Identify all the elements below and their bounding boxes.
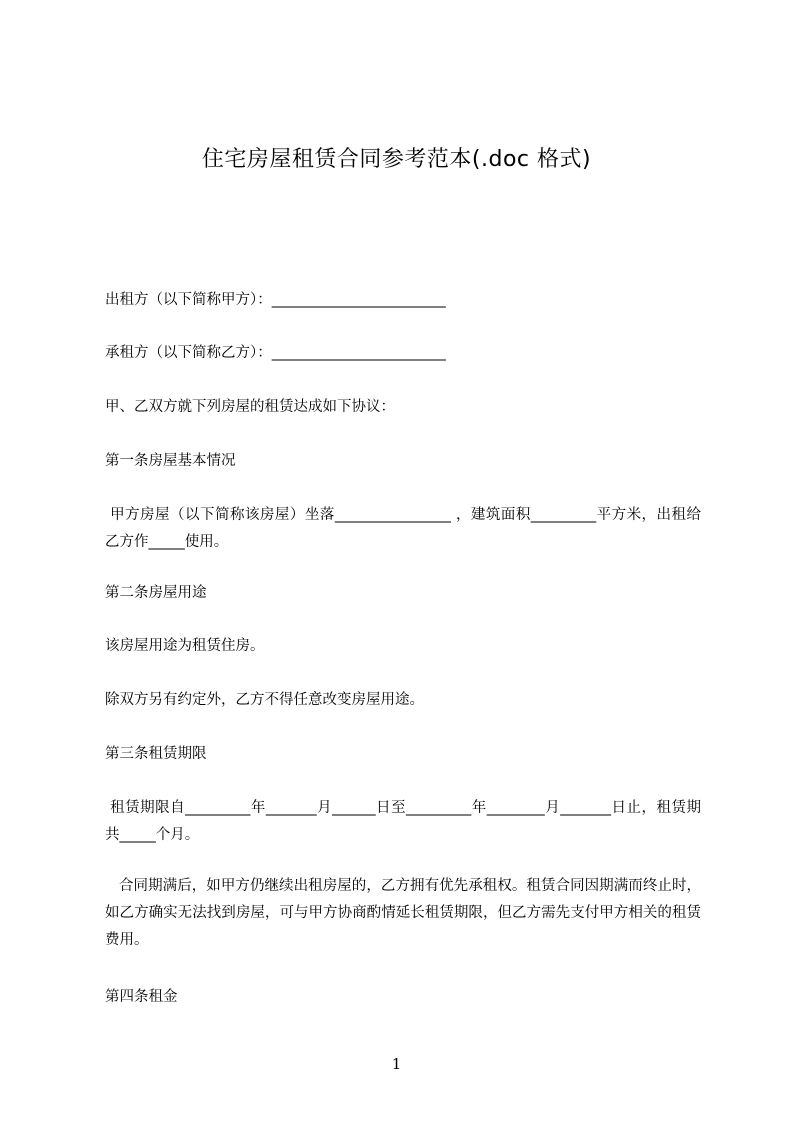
article-4-heading: 第四条租金 — [105, 989, 178, 1005]
article-2-body-2: 除双方另有约定外，乙方不得任意改变房屋用途。 — [105, 692, 424, 708]
article-2-heading: 第二条房屋用途 — [105, 585, 207, 601]
article-3-heading: 第三条租赁期限 — [105, 746, 207, 762]
lessor-line: 出租方（以下简称甲方）：________________________ — [105, 292, 446, 308]
article-1-heading: 第一条房屋基本情况 — [105, 453, 236, 469]
agreement-intro: 甲、乙双方就下列房屋的租赁达成如下协议： — [105, 399, 395, 415]
document-title: 住宅房屋租赁合同参考范本(.doc 格式) — [201, 147, 592, 172]
page-number: 1 — [391, 1055, 402, 1073]
article-2-body-1: 该房屋用途为租赁住房。 — [105, 638, 265, 654]
article-1-body: 甲方房屋（以下简称该房屋）坐落________________ ，建筑面积_________平方米，出租给乙方作_____使用。 — [105, 507, 701, 550]
lessee-line: 承租方（以下简称乙方）：________________________ — [105, 345, 446, 361]
article-3-term: 租赁期限自_________年_______月______日至_________年________月_______日止，租赁期共_____个月。 — [105, 800, 702, 843]
article-3-renewal: 合同期满后，如甲方仍继续出租房屋的，乙方拥有优先承租权。租赁合同因期满而终止时，如乙方确实无法找到房屋，可与甲方协商酌情延长租赁期限，但乙方需先支付甲方相关的租赁费用。 — [105, 878, 701, 948]
